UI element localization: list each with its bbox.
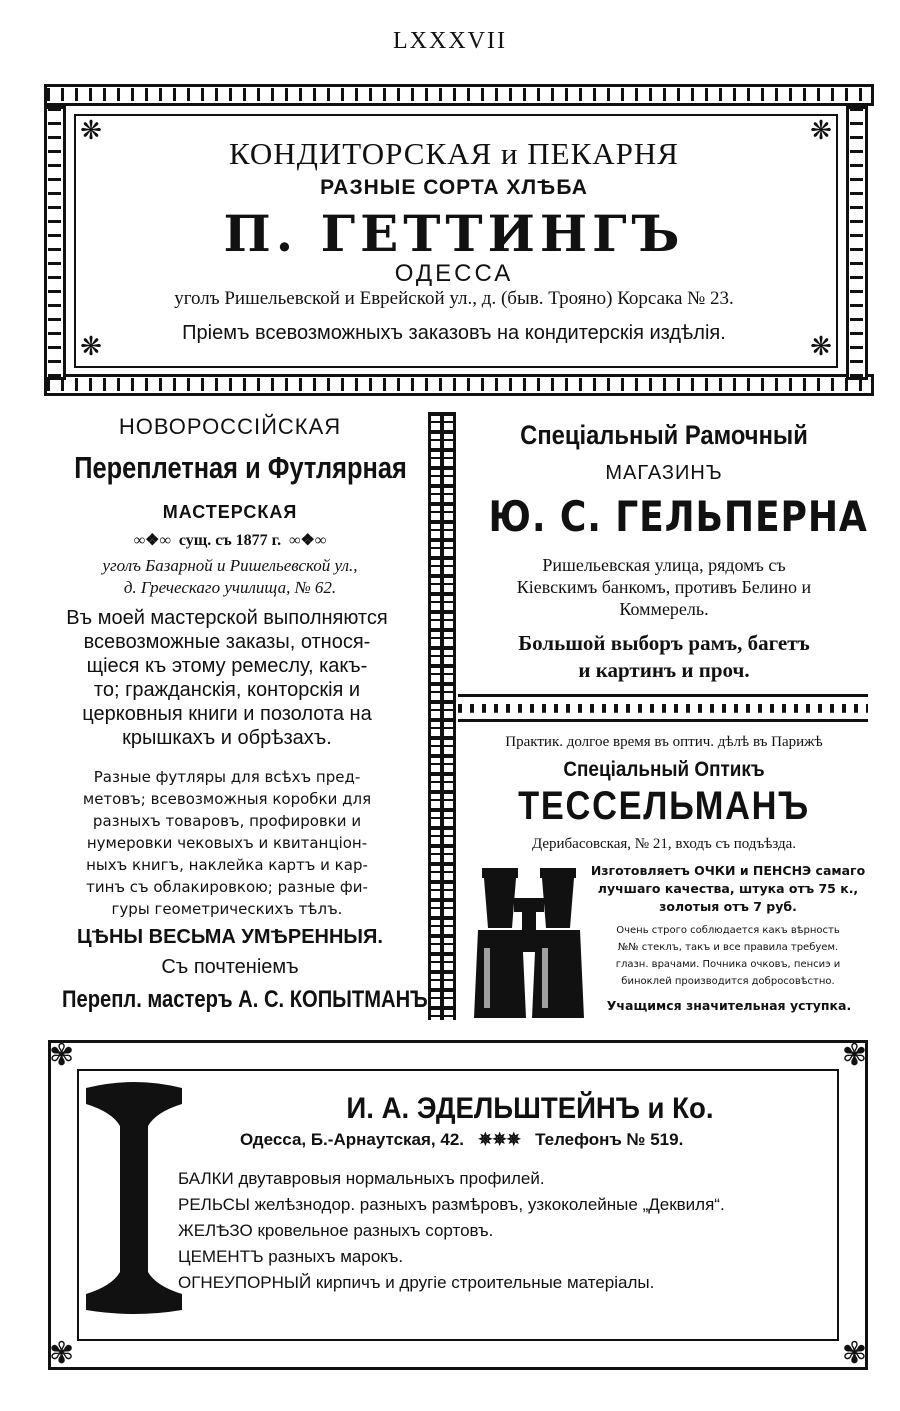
ad5-item: ЖЕЛѢЗО кровельное разныхъ сортовъ.	[178, 1221, 494, 1240]
ad2-body2-line: разныхъ товаровъ, профировки и	[92, 812, 362, 830]
ad3-name: Ю. С. ГЕЛЬПЕРНА	[488, 492, 868, 541]
ad2-body1	[44, 606, 410, 750]
ad4-name: ТЕССЕЛЬМАНЪ	[518, 784, 810, 828]
ad5-item: ОГНЕУПОРНЫЙ кирпичъ и другіе строительные матеріалы.	[178, 1273, 655, 1292]
ad1-line2: РАЗНЫЕ СОРТА ХЛѢБА	[320, 176, 588, 199]
ad3-addr-line: Коммерель.	[619, 599, 709, 619]
page-number: LXXXVII	[393, 28, 507, 54]
ad4-fine-line: глазн. врачами. Почника очковъ, пенсиэ и	[615, 959, 841, 970]
greek-key-border-left	[44, 106, 66, 380]
ad4-line1: Спеціальный Оптикъ	[563, 758, 765, 781]
ad2-body1-line: то; гражданскія, конторскія и	[93, 679, 361, 701]
ad1-city: ОДЕССА	[394, 260, 514, 287]
ad4-top: Практик. долгое время въ оптич. дѣлѣ въ Парижѣ	[505, 734, 823, 750]
ad2-prices: ЦѢНЫ ВЕСЬМА УМѢРЕННЫЯ.	[77, 926, 383, 948]
ad5-addr: Одесса, Б.-Арнаутская, 42.	[240, 1130, 465, 1149]
ad2-body1-line: церковныя книги и позолота на	[82, 703, 372, 725]
corner-ornament-icon: ✾	[49, 1336, 75, 1371]
ad2-body1-line: всевозможные заказы, относя-	[83, 631, 371, 653]
ad3-line1: Спеціальный Рамочный	[520, 420, 808, 450]
ad4-fine-line: Очень строго соблюдается какъ вѣрность	[616, 925, 840, 936]
ad2-addr2: д. Греческаго училища, № 62.	[123, 578, 337, 597]
ad2-since: сущ. съ 1877 г.	[178, 532, 282, 549]
ad1-address: уголъ Ришельевской и Еврейской ул., д. (быв. Трояно) Корсака № 23.	[174, 288, 734, 309]
ad4-students: Учащимся значительная уступка.	[606, 998, 852, 1013]
ad3-addr	[460, 554, 868, 620]
ad5-items	[178, 1166, 838, 1296]
horizontal-ornament-divider	[458, 694, 868, 722]
ad4-addr: Дерибасовская, № 21, входъ съ подъѣзда.	[531, 836, 797, 852]
ad2-body1-line: крышкахъ и обрѣзахъ.	[122, 727, 332, 749]
corner-ornament-icon: ❋	[80, 332, 102, 362]
ad2-body2-line: Разные футляры для всѣхъ пред-	[93, 768, 361, 786]
ad3-line2: МАГАЗИНЪ	[605, 462, 723, 484]
greek-key-border-right	[846, 106, 868, 380]
ad3-offer-line: и картинъ и проч.	[578, 658, 750, 682]
ad2-body2-line: ныхъ книгъ, наклейка картъ и кар-	[86, 856, 368, 874]
ad2-body2	[44, 766, 410, 920]
ad4-fine-line: №№ стеклъ, такъ и все правила требуем.	[617, 942, 839, 953]
corner-ornament-icon: ❋	[810, 116, 832, 146]
ad2-body1-line: Въ моей мастерской выполняются	[66, 607, 388, 629]
flourish-icon: ∞❖∞	[281, 532, 327, 549]
ad1-name: П. ГЕТТИНГЪ	[223, 204, 685, 263]
corner-ornament-icon: ❋	[80, 116, 102, 146]
decorative-initial-i-icon	[86, 1082, 182, 1314]
flourish-icon: ∞❖∞	[133, 532, 179, 549]
binoculars-icon	[474, 868, 584, 1020]
ad5-phone: Телефонъ № 519.	[535, 1130, 684, 1149]
ad3-offer-line: Большой выборъ рамъ, багетъ	[518, 631, 810, 655]
ad2-line1: НОВОРОССІЙСКАЯ	[118, 414, 342, 439]
ad2-body2-line: гуры геометрическихъ тѣлъ.	[111, 900, 343, 918]
ad2-body2-line: нумеровки чековыхъ и квитанціон-	[86, 834, 368, 852]
ad5-item: ЦЕМЕНТЪ разныхъ марокъ.	[178, 1247, 404, 1266]
corner-ornament-icon: ✾	[841, 1038, 867, 1073]
greek-key-border-top	[44, 84, 874, 106]
corner-ornament-icon: ✾	[49, 1038, 75, 1073]
ad5-name: И. А. ЭДЕЛЬШТЕЙНЪ и Ко.	[346, 1092, 714, 1125]
ad2-addr1: уголъ Базарной и Ришельевской ул.,	[102, 556, 358, 575]
ad5-contact-row	[240, 1130, 840, 1150]
greek-key-border-bottom	[44, 374, 874, 396]
ad2-body1-line: щіеся къ этому ремеслу, какъ-	[86, 655, 368, 677]
ad1-note: Пріемъ всевозможныхъ заказовъ на кондитерскія издѣлія.	[182, 322, 726, 344]
ad4-make	[584, 862, 872, 916]
ad2-body2-line: метовъ; всевозможныя коробки для	[82, 790, 372, 808]
ad2-body2-line: тинъ съ облакировкою; разные фи-	[86, 878, 368, 896]
ad1-line1: КОНДИТОРСКАЯ и ПЕКАРНЯ	[229, 136, 679, 171]
corner-ornament-icon: ✾	[841, 1336, 867, 1371]
ad3-offer	[460, 630, 868, 684]
ad2-regards: Съ почтеніемъ	[161, 956, 299, 978]
ad3-addr-line: Ришельевская улица, рядомъ съ	[542, 555, 786, 575]
ad2-line2: Переплетная и Футлярная	[74, 450, 407, 485]
corner-ornament-icon: ❋	[810, 332, 832, 362]
ad4-make-line: Изготовляетъ ОЧКИ и ПЕНСНЭ самаго	[590, 863, 866, 878]
ad4-make-line: золотыя отъ 7 руб.	[659, 899, 797, 914]
ad4-fine-line: биноклей производится добросовѣстно.	[621, 976, 835, 987]
flourish-icon: ✵✵✵	[468, 1130, 531, 1149]
ad4-make-line: лучшаго качества, штука отъ 75 к.,	[597, 881, 859, 896]
ad4-fine	[584, 922, 872, 990]
ad3-addr-line: Кіевскимъ банкомъ, противъ Белино и	[516, 577, 812, 597]
ad5-item: БАЛКИ двутавровыя нормальныхъ профилей.	[178, 1169, 545, 1188]
ad5-item: РЕЛЬСЫ желѣзнодор. разныхъ размѣровъ, узкоколейные „Деквиля“.	[178, 1195, 725, 1214]
ad2-line3: МАСТЕРСКАЯ	[162, 502, 298, 522]
ad2-signature: Перепл. мастеръ А. С. КОПЫТМАНЪ	[62, 986, 428, 1013]
ad2-since-row	[40, 530, 420, 550]
vertical-ornament-divider	[428, 412, 456, 1020]
